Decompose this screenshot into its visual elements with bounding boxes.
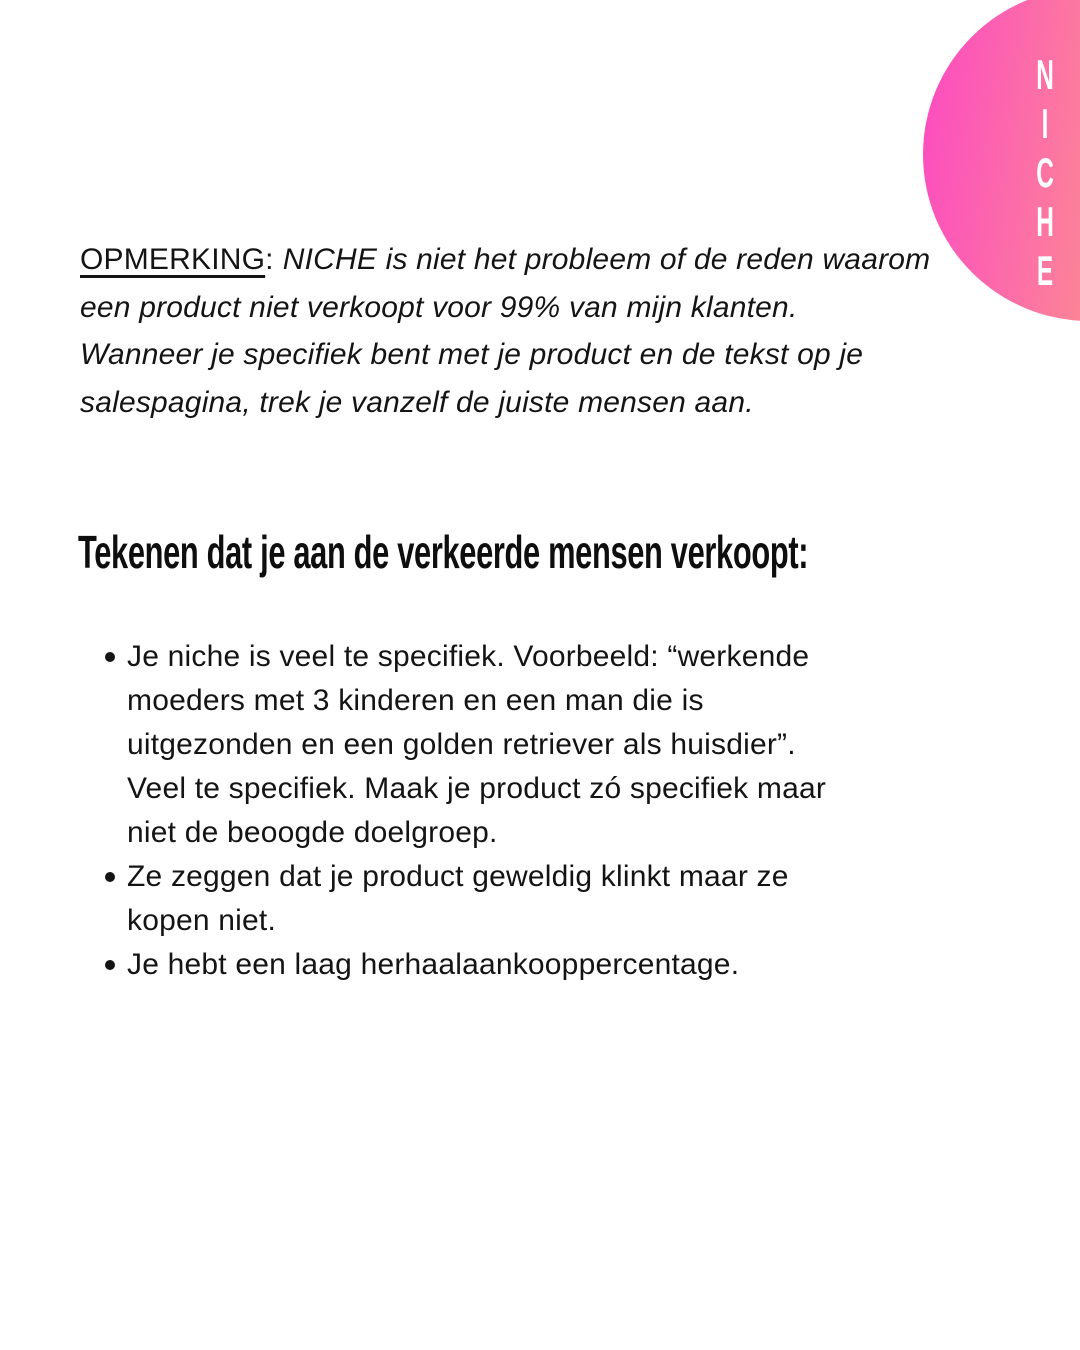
note-line-text: NICHE is niet het probleem of de reden waarom — [282, 243, 931, 276]
note-paragraph — [80, 236, 930, 426]
list-item-line: kopen niet. — [127, 904, 276, 937]
note-line: een product niet verkoopt voor 99% van mijn klanten. — [80, 290, 798, 324]
list-item-line: niet de beoogde doelgroep. — [127, 816, 498, 849]
badge-letter-n: N — [1036, 51, 1054, 98]
note-label: OPMERKING — [80, 243, 266, 276]
niche-badge-letters — [1028, 50, 1062, 295]
list-item-low-repeat-purchase — [80, 943, 826, 987]
list-item-niche-too-specific — [80, 635, 826, 855]
list-item-line: Je niche is veel te specifiek. Voorbeeld: “werkende — [127, 640, 810, 673]
note-separator: : — [265, 243, 274, 276]
list-item-line: uitgezonden en een golden retriever als huisdier”. — [127, 728, 796, 761]
list-item-line: Ze zeggen dat je product geweldig klinkt maar ze — [127, 860, 789, 893]
badge-letter-i: I — [1041, 100, 1049, 147]
badge-letter-c: C — [1036, 149, 1054, 196]
list-item-sounds-great-no-buy — [80, 855, 826, 943]
signs-list — [80, 635, 826, 987]
note-line: salespagina, trek je vanzelf de juiste mensen aan. — [80, 385, 754, 419]
list-item-line: Veel te specifiek. Maak je product zó specifiek maar — [127, 772, 827, 805]
list-item-line: Je hebt een laag herhaalaankooppercentage. — [127, 948, 740, 981]
note-line: Wanneer je specifiek bent met je product en de tekst op je — [80, 338, 864, 371]
list-item-line: moeders met 3 kinderen en een man die is — [127, 684, 704, 717]
section-heading: Tekenen dat je aan de verkeerde mensen verkoopt: — [78, 526, 809, 578]
badge-letter-e: E — [1036, 247, 1054, 294]
note-line — [80, 236, 930, 284]
badge-letter-h: H — [1036, 198, 1054, 245]
